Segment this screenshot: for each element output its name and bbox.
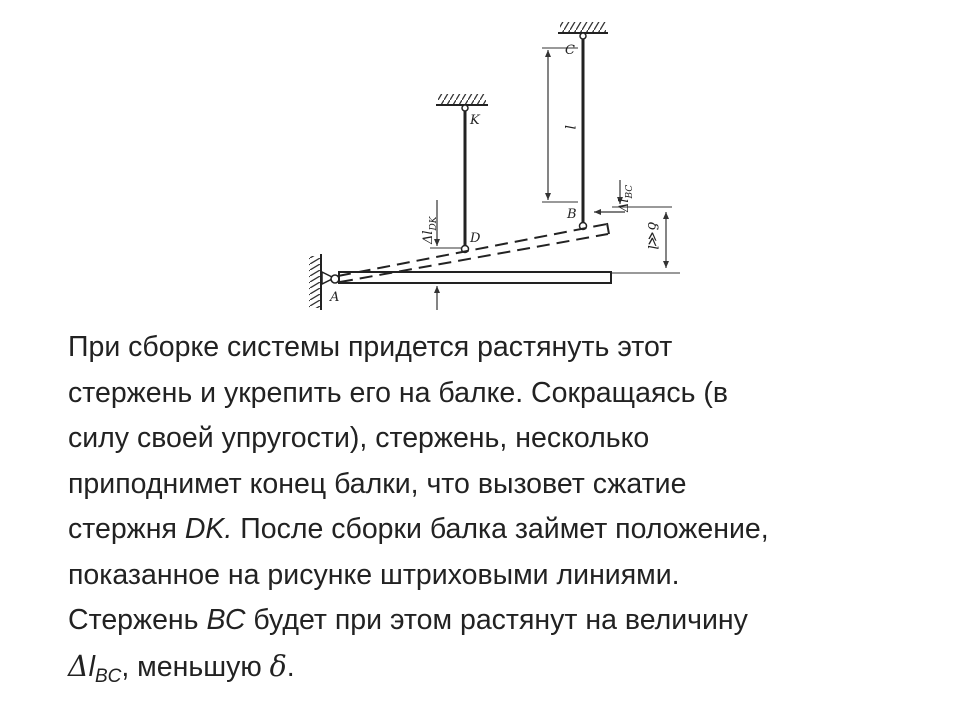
text-line-3: силу своей упругости), стержень, несколько [68, 422, 650, 454]
text-line-7 [68, 598, 928, 644]
text-line-8-middle: , меньшую [121, 650, 270, 683]
label-a: A [330, 290, 340, 305]
text-line-7-c: будет при этом растянут на величину [245, 604, 748, 636]
text-line-5 [68, 507, 928, 553]
rod-dk-name: DK. [184, 513, 233, 545]
delta-symbol: Δ [68, 649, 89, 683]
beam-initial [339, 272, 611, 283]
svg-text:ΔlBC: $\Delta l_{BC}$ [617, 184, 635, 212]
label-d: D [470, 231, 481, 246]
text-line-5-a: стержня [68, 513, 185, 545]
wall-support-a [309, 254, 321, 310]
beam-diagram-svg [0, 0, 960, 330]
text-line-2: стержень и укрепить его на балке. Сокращаясь (в [68, 376, 729, 409]
explanation-text [68, 325, 928, 699]
text-line-6: показанное на рисунке штриховыми линиями. [68, 558, 680, 591]
text-line-1: При сборке системы придется растянуть этот [68, 331, 673, 363]
text-line-7-a: Стержень [68, 604, 207, 636]
ceiling-support-c [558, 22, 608, 33]
label-delta-small: δ≪l [644, 222, 660, 250]
label-k: K [470, 113, 480, 128]
text-line-8-end: . [286, 650, 295, 683]
svg-text:ΔlDK: $\Delta l_{DK}$ [421, 216, 439, 244]
small-delta-symbol: δ [269, 649, 287, 683]
text-line-4: приподнимет конец балки, что вызовет сжатие [68, 467, 687, 500]
label-length-l: l [561, 125, 577, 130]
label-delta-l-dk [421, 215, 439, 245]
label-b: B [567, 207, 577, 222]
hinge-c [580, 33, 586, 39]
beam-diagram [0, 0, 960, 330]
text-line-8 [68, 644, 928, 700]
subscript-bc: BC [94, 665, 122, 687]
rod-bc-name: ВС [206, 604, 246, 636]
pin-a [322, 272, 339, 284]
label-c: C [565, 43, 575, 58]
ceiling-support-k [436, 94, 488, 105]
text-line-5-c: После сборки балка займет положение, [232, 513, 769, 545]
length-symbol: l [88, 650, 95, 683]
hinge-k [462, 105, 468, 111]
